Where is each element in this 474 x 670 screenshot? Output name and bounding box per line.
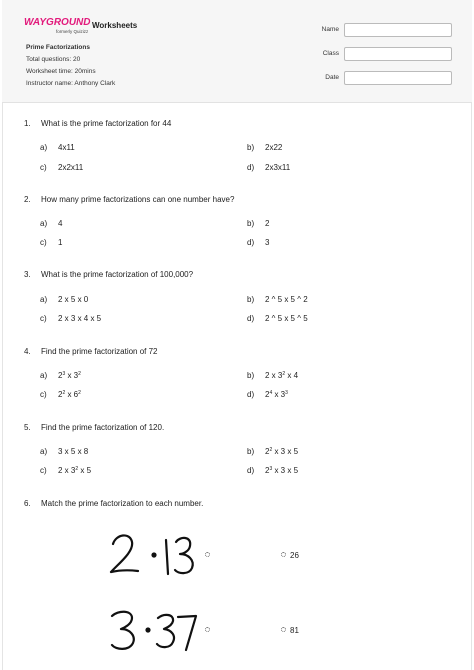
option-letter: a) bbox=[40, 295, 48, 304]
option-letter: b) bbox=[247, 447, 255, 456]
option-mid: x 5 bbox=[78, 466, 92, 475]
option-exponent: 2 bbox=[282, 371, 286, 377]
option-letter: d) bbox=[247, 163, 255, 172]
option-text: 2 ^ 5 x 5 ^ 5 bbox=[265, 314, 308, 323]
q1-option-c[interactable] bbox=[40, 163, 83, 172]
question-text: What is the prime factorization for 44 bbox=[41, 119, 172, 128]
q5-option-b[interactable] bbox=[247, 447, 298, 456]
option-text: 2x3x11 bbox=[265, 163, 291, 172]
option-base: 2 x 3 bbox=[58, 466, 76, 475]
question-number: 1. bbox=[24, 119, 31, 128]
class-field[interactable] bbox=[344, 47, 452, 61]
q1-option-d[interactable] bbox=[247, 163, 290, 172]
q4-option-d[interactable] bbox=[247, 390, 288, 399]
worksheet-title: Prime Factorizations bbox=[26, 44, 90, 51]
q5-option-d[interactable] bbox=[247, 466, 298, 475]
option-letter: b) bbox=[247, 295, 255, 304]
q5-option-c[interactable] bbox=[40, 466, 91, 475]
date-field[interactable] bbox=[344, 71, 452, 85]
match-left-radio-1[interactable] bbox=[205, 552, 210, 557]
option-text: 4 bbox=[58, 219, 63, 228]
option-letter: b) bbox=[247, 371, 255, 380]
logo-wordmark: WAYGROUND bbox=[24, 17, 91, 28]
handwritten-3-dot-37-image bbox=[108, 608, 200, 654]
option-mid: x 3 bbox=[65, 371, 79, 380]
name-label: Name bbox=[321, 26, 339, 33]
option-text: 2 bbox=[265, 219, 270, 228]
q5-option-a[interactable] bbox=[40, 447, 88, 456]
q3-option-c[interactable] bbox=[40, 314, 101, 323]
option-exponent: 2 bbox=[78, 371, 81, 377]
option-letter: b) bbox=[247, 219, 255, 228]
total-questions: Total questions: 20 bbox=[26, 56, 81, 63]
wayground-logo bbox=[24, 17, 91, 37]
match-right-radio-1[interactable] bbox=[281, 552, 286, 557]
option-exponent: 3 bbox=[62, 371, 66, 377]
question-number: 4. bbox=[24, 347, 31, 356]
question-number: 2. bbox=[24, 195, 31, 204]
option-exponent: 2 bbox=[269, 447, 273, 453]
option-letter: a) bbox=[40, 143, 48, 152]
logo-subtitle: formerly Quizizz bbox=[56, 29, 89, 34]
option-letter: c) bbox=[40, 466, 47, 475]
option-mid: x 6 bbox=[65, 390, 79, 399]
option-text: 4x11 bbox=[58, 143, 75, 152]
option-letter: c) bbox=[40, 238, 47, 247]
option-mid: x 4 bbox=[285, 371, 299, 380]
q3-option-a[interactable] bbox=[40, 295, 88, 304]
name-field[interactable] bbox=[344, 23, 452, 37]
q4-option-c[interactable] bbox=[40, 390, 81, 399]
option-base: 2 bbox=[265, 390, 270, 399]
question-text: Find the prime factorization of 120. bbox=[41, 423, 165, 432]
instructor-name: Instructor name: Anthony Clark bbox=[26, 80, 116, 87]
option-letter: c) bbox=[40, 314, 47, 323]
q4-option-a[interactable] bbox=[40, 371, 81, 380]
match-right-radio-2[interactable] bbox=[281, 627, 286, 632]
q2-option-c[interactable] bbox=[40, 238, 62, 247]
option-exponent: 2 bbox=[78, 390, 81, 396]
option-base: 2 x 3 bbox=[265, 371, 283, 380]
option-text: 2 x 5 x 0 bbox=[58, 295, 89, 304]
date-label: Date bbox=[325, 74, 339, 81]
option-text: 2x22 bbox=[265, 143, 283, 152]
q2-option-a[interactable] bbox=[40, 219, 62, 228]
match-left-radio-2[interactable] bbox=[205, 627, 210, 632]
option-letter: b) bbox=[247, 143, 255, 152]
option-exponent: 4 bbox=[269, 390, 273, 396]
option-letter: a) bbox=[40, 371, 48, 380]
option-base: 2 bbox=[265, 447, 270, 456]
option-exponent: 3 bbox=[285, 390, 288, 396]
option-letter: d) bbox=[247, 314, 255, 323]
option-base: 2 bbox=[265, 466, 270, 475]
class-label: Class bbox=[322, 50, 339, 57]
question-number: 3. bbox=[24, 270, 31, 279]
worksheet-time: Worksheet time: 20mins bbox=[26, 68, 96, 75]
option-exponent: 2 bbox=[62, 390, 66, 396]
question-text: How many prime factorizations can one number have? bbox=[41, 195, 235, 204]
q2-option-b[interactable] bbox=[247, 219, 269, 228]
option-text: 2 ^ 5 x 5 ^ 2 bbox=[265, 295, 308, 304]
option-base: 3 x 5 x 8 bbox=[58, 447, 89, 456]
question-number: 5. bbox=[24, 423, 31, 432]
question-text: Match the prime factorization to each number. bbox=[41, 499, 204, 508]
option-letter: d) bbox=[247, 238, 255, 247]
option-exponent: 3 bbox=[269, 466, 273, 472]
q3-option-d[interactable] bbox=[247, 314, 308, 323]
handwritten-2-dot-13-image bbox=[108, 530, 200, 578]
option-letter: a) bbox=[40, 447, 48, 456]
option-base: 2 bbox=[58, 390, 63, 399]
q1-option-b[interactable] bbox=[247, 143, 282, 152]
option-letter: c) bbox=[40, 390, 47, 399]
option-letter: a) bbox=[40, 219, 48, 228]
option-text: 2x2x11 bbox=[58, 163, 84, 172]
question-text: What is the prime factorization of 100,000? bbox=[41, 270, 194, 279]
q3-option-b[interactable] bbox=[247, 295, 308, 304]
option-text: 2 x 3 x 4 x 5 bbox=[58, 314, 102, 323]
option-letter: d) bbox=[247, 390, 255, 399]
option-mid: x 3 x 5 bbox=[272, 447, 299, 456]
option-letter: c) bbox=[40, 163, 47, 172]
question-text: Find the prime factorization of 72 bbox=[41, 347, 158, 356]
option-letter: d) bbox=[247, 466, 255, 475]
match-value-1: 26 bbox=[290, 551, 299, 560]
option-base: 2 bbox=[58, 371, 63, 380]
worksheet-header bbox=[2, 0, 472, 103]
option-exponent: 2 bbox=[75, 466, 79, 472]
option-mid: x 3 x 5 bbox=[272, 466, 299, 475]
match-value-2: 81 bbox=[290, 626, 299, 635]
option-text: 1 bbox=[58, 238, 63, 247]
q2-option-d[interactable] bbox=[247, 238, 269, 247]
q4-option-b[interactable] bbox=[247, 371, 298, 380]
brand-title: Worksheets bbox=[92, 21, 138, 30]
option-mid: x 3 bbox=[272, 390, 286, 399]
option-text: 3 bbox=[265, 238, 270, 247]
q1-option-a[interactable] bbox=[40, 143, 75, 152]
question-number: 6. bbox=[24, 499, 31, 508]
